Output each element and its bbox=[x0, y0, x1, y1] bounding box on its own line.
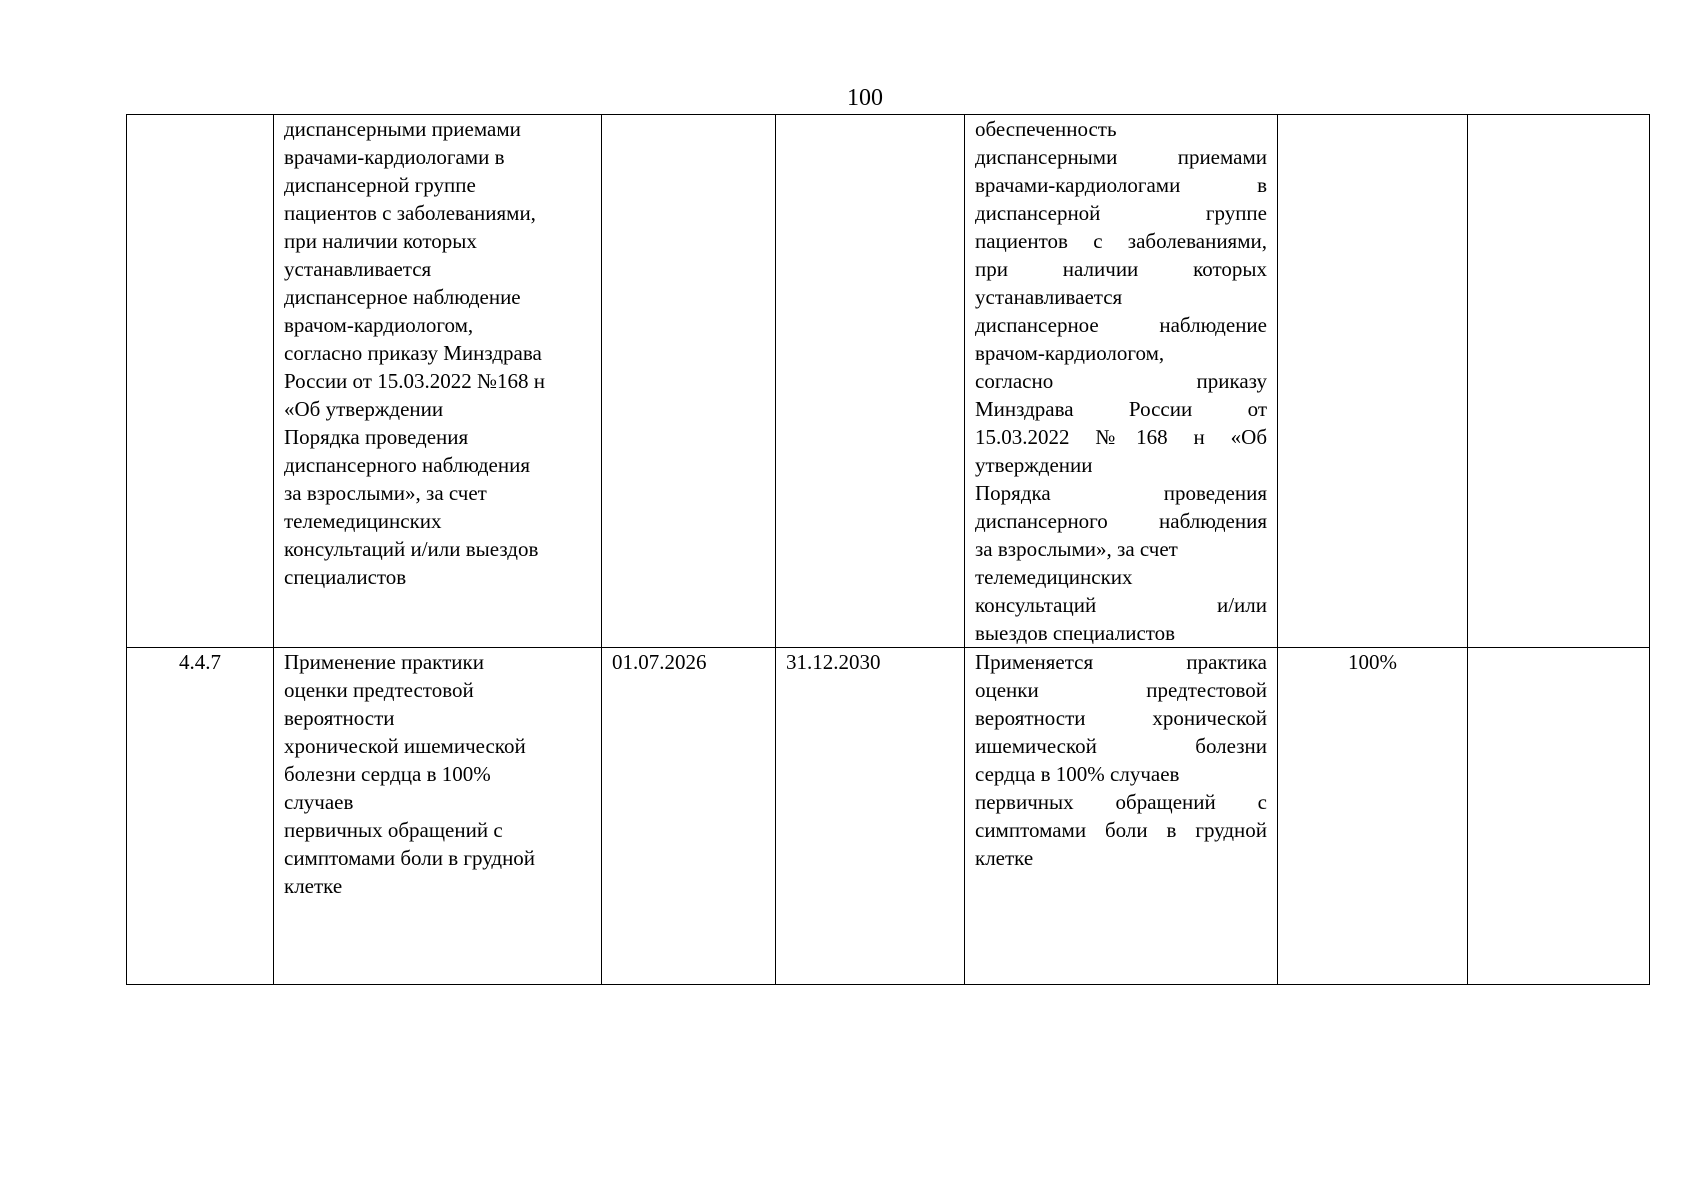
event-line: диспансерными приемами bbox=[284, 117, 521, 141]
result-line: первичных обращений с bbox=[975, 790, 1267, 814]
result-line: утверждении bbox=[975, 453, 1093, 477]
cell-responsible bbox=[1468, 648, 1650, 985]
result-line: сердца в 100% случаев bbox=[975, 762, 1180, 786]
result-line: диспансерными приемами bbox=[975, 145, 1267, 169]
cell-responsible bbox=[1468, 115, 1650, 648]
event-line: случаев bbox=[284, 790, 354, 814]
event-line: за взрослыми», за счет bbox=[284, 481, 487, 505]
event-line: диспансерное наблюдение bbox=[284, 285, 521, 309]
result-line: Минздрава России от bbox=[975, 397, 1267, 421]
cell-event bbox=[274, 648, 602, 985]
event-line: хронической ишемической bbox=[284, 734, 526, 758]
cell-start-date bbox=[602, 115, 776, 648]
result-line: ишемической болезни bbox=[975, 734, 1267, 758]
result-line: при наличии которых bbox=[975, 257, 1267, 281]
event-line: врачами-кардиологами в bbox=[284, 145, 505, 169]
event-line: врачом-кардиологом, bbox=[284, 313, 474, 337]
cell-result bbox=[965, 115, 1278, 648]
plan-table bbox=[126, 114, 1650, 985]
event-line: диспансерной группе bbox=[284, 173, 476, 197]
result-line: телемедицинских bbox=[975, 565, 1133, 589]
event-line: согласно приказу Минздрава bbox=[284, 341, 542, 365]
cell-result bbox=[965, 648, 1278, 985]
cell-number: 4.4.7 bbox=[127, 648, 274, 985]
result-line: консультаций и/или bbox=[975, 593, 1267, 617]
result-line: оценки предтестовой bbox=[975, 678, 1267, 702]
event-line: Применение практики bbox=[284, 650, 484, 674]
event-line: устанавливается bbox=[284, 257, 432, 281]
cell-end-date: 31.12.2030 bbox=[776, 648, 965, 985]
result-line: диспансерного наблюдения bbox=[975, 509, 1267, 533]
page-number: 100 bbox=[847, 85, 883, 111]
table-row bbox=[127, 115, 1650, 648]
event-line: телемедицинских bbox=[284, 509, 442, 533]
cell-value bbox=[1278, 115, 1468, 648]
result-line: обеспеченность bbox=[975, 117, 1117, 141]
event-line: Порядка проведения bbox=[284, 425, 469, 449]
cell-start-date: 01.07.2026 bbox=[602, 648, 776, 985]
result-line: Применяется практика bbox=[975, 650, 1267, 674]
event-line: вероятности bbox=[284, 706, 395, 730]
event-line: клетке bbox=[284, 874, 343, 898]
event-line: болезни сердца в 100% bbox=[284, 762, 491, 786]
event-line: пациентов с заболеваниями, bbox=[284, 201, 536, 225]
result-line: врачами-кардиологами в bbox=[975, 173, 1267, 197]
result-line: устанавливается bbox=[975, 285, 1123, 309]
event-line: симптомами боли в грудной bbox=[284, 846, 536, 870]
event-line: специалистов bbox=[284, 565, 407, 589]
cell-number bbox=[127, 115, 274, 648]
event-line: «Об утверждении bbox=[284, 397, 444, 421]
result-line: диспансерное наблюдение bbox=[975, 313, 1267, 337]
result-line: согласно приказу bbox=[975, 369, 1267, 393]
result-line: симптомами боли в грудной bbox=[975, 818, 1267, 842]
result-line: пациентов с заболеваниями, bbox=[975, 229, 1267, 253]
result-line: врачом-кардиологом, bbox=[975, 341, 1165, 365]
result-line: Порядка проведения bbox=[975, 481, 1267, 505]
event-line: первичных обращений с bbox=[284, 818, 503, 842]
result-line: выездов специалистов bbox=[975, 621, 1176, 645]
result-line: за взрослыми», за счет bbox=[975, 537, 1178, 561]
table-row bbox=[127, 648, 1650, 985]
result-line: диспансерной группе bbox=[975, 201, 1267, 225]
event-line: России от 15.03.2022 №168 н bbox=[284, 369, 545, 393]
event-line: оценки предтестовой bbox=[284, 678, 474, 702]
result-line: вероятности хронической bbox=[975, 706, 1267, 730]
event-line: диспансерного наблюдения bbox=[284, 453, 530, 477]
event-line: при наличии которых bbox=[284, 229, 477, 253]
result-line: 15.03.2022 №168 н «Об bbox=[975, 425, 1267, 449]
event-line: консультаций и/или выездов bbox=[284, 537, 539, 561]
cell-value: 100% bbox=[1278, 648, 1468, 985]
result-line: клетке bbox=[975, 846, 1034, 870]
cell-end-date bbox=[776, 115, 965, 648]
cell-event bbox=[274, 115, 602, 648]
